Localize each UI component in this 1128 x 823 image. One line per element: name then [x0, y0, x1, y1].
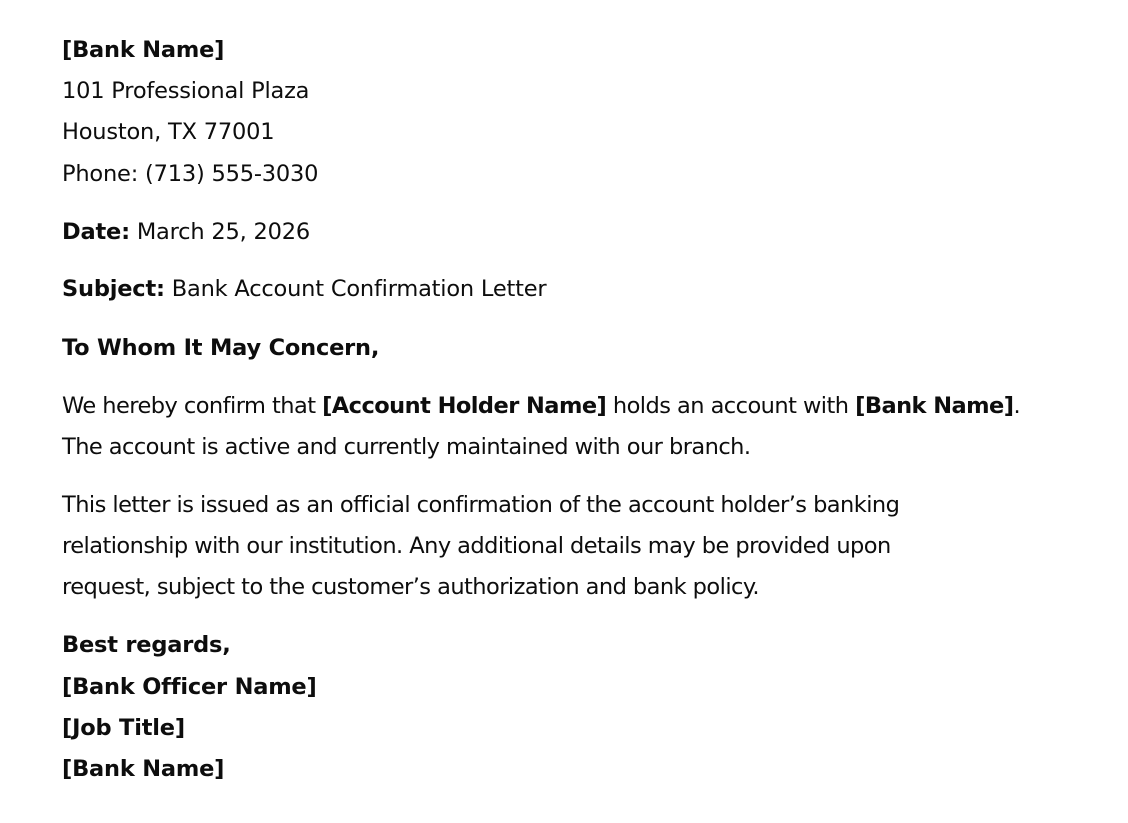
- salutation: To Whom It May Concern,: [62, 335, 380, 361]
- letterhead-phone: Phone: (713) 555-3030: [62, 161, 319, 187]
- job-title-placeholder: [Job Title]: [62, 715, 185, 741]
- bank-name-placeholder: [Bank Name]: [855, 393, 1014, 419]
- account-holder-placeholder: [Account Holder Name]: [322, 393, 607, 419]
- officer-name-placeholder: [Bank Officer Name]: [62, 674, 317, 700]
- date-value: March 25, 2026: [129, 219, 310, 245]
- paragraph1-line2: The account is active and currently maintained with our branch.: [62, 434, 751, 460]
- paragraph1-text-a: We hereby confirm that: [62, 393, 323, 419]
- letterhead-address-line2: Houston, TX 77001: [62, 119, 275, 145]
- subject-value: Bank Account Confirmation Letter: [164, 276, 547, 302]
- letterhead-address-line1: 101 Professional Plaza: [62, 78, 310, 104]
- subject-label: Subject:: [62, 276, 165, 302]
- date-label: Date:: [62, 219, 130, 245]
- signature-bank-name-placeholder: [Bank Name]: [62, 756, 225, 782]
- date-line: [62, 217, 310, 247]
- paragraph2-line2: relationship with our institution. Any additional details may be provided upon: [62, 533, 891, 559]
- paragraph1-text-c: .: [1013, 393, 1021, 419]
- paragraph2-line1: This letter is issued as an official confirmation of the account holder’s banking: [62, 492, 900, 518]
- paragraph2-line3: request, subject to the customer’s authorization and bank policy.: [62, 574, 760, 600]
- paragraph1-text-b: holds an account with: [606, 393, 856, 419]
- sign-off: Best regards,: [62, 632, 231, 658]
- paragraph1-line1: [62, 391, 1020, 421]
- subject-line: [62, 274, 546, 304]
- letterhead-bank-name: [Bank Name]: [62, 37, 225, 63]
